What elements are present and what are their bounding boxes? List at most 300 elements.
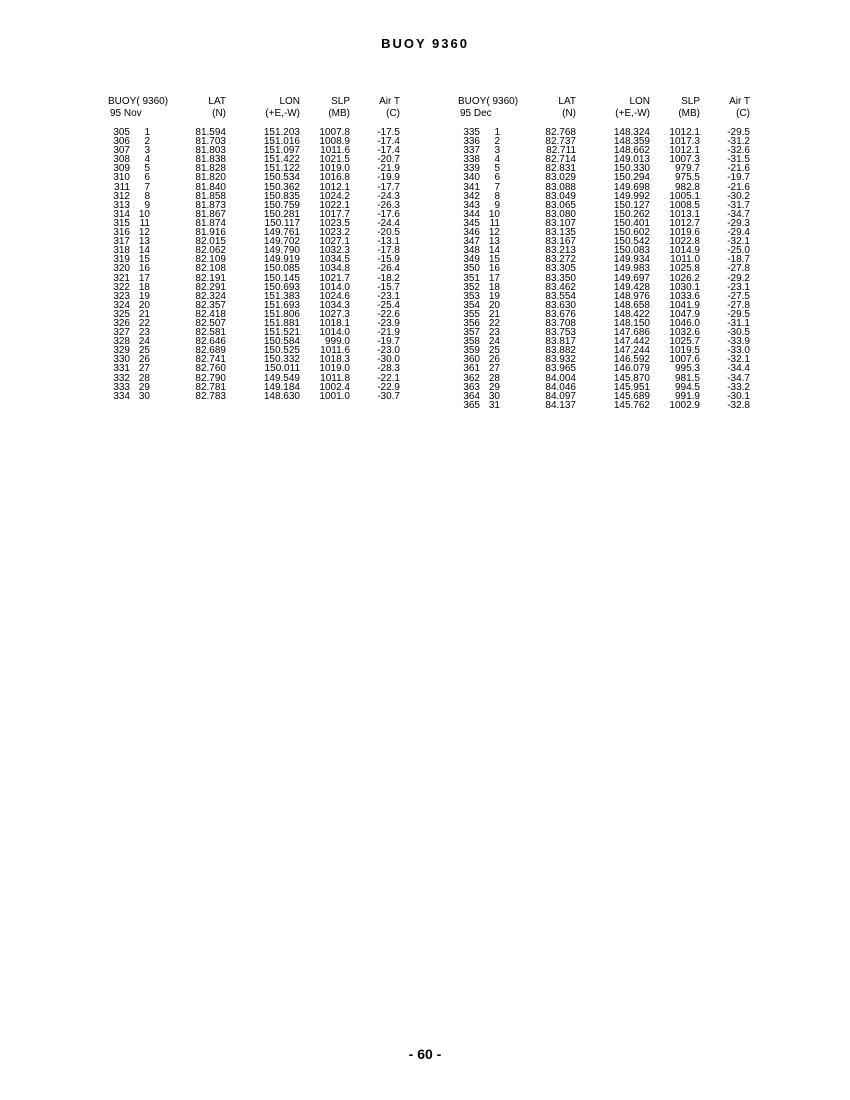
day-cell: 2	[144, 136, 150, 148]
lat-cell: 81.916	[195, 227, 226, 239]
lat-cell: 81.703	[195, 136, 226, 148]
lon-cell: 151.422	[263, 154, 300, 166]
day-cell: 4	[144, 154, 150, 166]
slp-cell: 1002.4	[319, 381, 350, 393]
day-cell: 27	[138, 363, 150, 375]
day-of-year-cell: 333	[113, 381, 130, 393]
lon-cell: 150.117	[264, 217, 300, 229]
lon-cell: 148.422	[613, 308, 650, 320]
lon-cell: 151.203	[263, 127, 300, 138]
air-temp-cell: -17.4	[377, 145, 400, 157]
air-temp-cell: -27.5	[727, 290, 750, 302]
lon-cell: 145.762	[613, 399, 650, 411]
month-label: 95 Nov	[110, 108, 142, 119]
day-of-year-cell: 343	[463, 199, 480, 211]
day-cell: 26	[488, 354, 500, 366]
slp-header: SLP	[681, 96, 700, 107]
buoy-label: BUOY( 9360)	[108, 96, 169, 107]
lon-cell: 150.083	[613, 245, 650, 257]
day-of-year-cell: 312	[113, 190, 130, 202]
slp-cell: 1014.0	[319, 327, 350, 339]
air-temp-cell: -32.1	[727, 236, 750, 248]
air-temp-cell: -26.3	[377, 199, 400, 211]
day-cell: 15	[138, 254, 150, 266]
day-of-year-cell: 328	[113, 336, 130, 348]
slp-cell: 1027.1	[319, 236, 350, 248]
slp-cell: 1017.3	[669, 136, 700, 148]
lat-unit: (N)	[212, 108, 226, 119]
day-cell: 3	[494, 145, 500, 157]
day-cell: 6	[144, 172, 150, 184]
air-temp-cell: -25.4	[377, 299, 400, 311]
air-temp-cell: -22.1	[377, 372, 400, 384]
slp-cell: 1019.6	[669, 227, 700, 239]
air-temp-cell: -31.1	[727, 317, 750, 329]
day-of-year-cell: 334	[113, 390, 130, 402]
slp-cell: 982.8	[674, 181, 700, 193]
lon-cell: 146.592	[613, 354, 650, 366]
slp-cell: 999.0	[324, 336, 350, 348]
lat-unit: (N)	[562, 108, 576, 119]
lon-cell: 150.835	[263, 190, 300, 202]
lon-cell: 150.294	[613, 172, 650, 184]
air-temp-cell: -34.7	[727, 372, 750, 384]
day-of-year-cell: 344	[463, 208, 480, 220]
lat-cell: 82.768	[545, 127, 576, 138]
day-cell: 11	[489, 217, 500, 229]
day-of-year-cell: 306	[113, 136, 130, 148]
lon-cell: 148.662	[613, 145, 650, 157]
lat-cell: 83.630	[545, 299, 576, 311]
slp-cell: 1026.2	[669, 272, 700, 284]
lon-cell: 149.428	[613, 281, 650, 293]
day-cell: 18	[138, 281, 150, 293]
air-temp-cell: -18.7	[727, 254, 750, 266]
air-temp-cell: -31.2	[727, 136, 750, 148]
lon-header: LON	[629, 96, 650, 107]
slp-cell: 1046.0	[669, 317, 700, 329]
page-title: BUOY 9360	[381, 36, 469, 51]
lat-cell: 81.838	[195, 154, 226, 166]
slp-cell: 1032.3	[319, 245, 350, 257]
day-of-year-cell: 335	[463, 127, 480, 138]
day-cell: 25	[488, 345, 500, 357]
lon-cell: 150.759	[263, 199, 300, 211]
slp-cell: 1007.6	[669, 354, 700, 366]
lon-cell: 148.359	[613, 136, 650, 148]
lat-cell: 83.350	[545, 272, 576, 284]
day-cell: 30	[138, 390, 150, 402]
day-of-year-cell: 363	[463, 381, 480, 393]
lat-cell: 84.137	[545, 399, 576, 411]
day-of-year-cell: 364	[463, 390, 480, 402]
lon-cell: 150.534	[263, 172, 300, 184]
day-of-year-cell: 310	[113, 172, 130, 184]
lon-cell: 151.383	[263, 290, 300, 302]
slp-cell: 1022.8	[669, 236, 700, 248]
lat-cell: 82.760	[195, 363, 226, 375]
day-of-year-cell: 322	[113, 281, 130, 293]
day-cell: 29	[138, 381, 150, 393]
lat-cell: 83.817	[545, 336, 576, 348]
buoy-label: BUOY( 9360)	[458, 96, 519, 107]
lon-cell: 150.602	[613, 227, 650, 239]
air-temp-cell: -29.2	[727, 272, 750, 284]
lat-cell: 83.676	[545, 308, 576, 320]
slp-cell: 995.3	[674, 363, 700, 375]
day-cell: 6	[494, 172, 500, 184]
day-cell: 22	[488, 317, 500, 329]
lat-cell: 81.594	[195, 127, 226, 138]
lat-cell: 82.689	[195, 345, 226, 357]
air-temp-cell: -29.5	[727, 308, 750, 320]
slp-cell: 1024.6	[319, 290, 350, 302]
day-of-year-cell: 360	[463, 354, 480, 366]
day-cell: 12	[488, 227, 500, 239]
air-temp-cell: -32.1	[727, 354, 750, 366]
lat-cell: 83.753	[545, 327, 576, 339]
day-of-year-cell: 356	[463, 317, 480, 329]
lon-cell: 151.806	[263, 308, 300, 320]
day-of-year-cell: 352	[463, 281, 480, 293]
day-of-year-cell: 365	[463, 399, 480, 411]
slp-cell: 1012.1	[669, 127, 700, 138]
lon-header: LON	[279, 96, 300, 107]
air-temp-cell: -27.8	[727, 263, 750, 275]
lon-cell: 150.145	[263, 272, 300, 284]
air-temp-cell: -15.9	[377, 254, 400, 266]
lat-cell: 82.507	[195, 317, 226, 329]
lat-cell: 83.213	[545, 245, 576, 257]
day-of-year-cell: 350	[463, 263, 480, 275]
lat-cell: 82.646	[195, 336, 226, 348]
day-of-year-cell: 346	[463, 227, 480, 239]
day-of-year-cell: 321	[113, 272, 130, 284]
day-cell: 5	[494, 163, 500, 175]
day-cell: 19	[488, 290, 500, 302]
lat-cell: 82.741	[195, 354, 226, 366]
slp-cell: 1018.3	[319, 354, 350, 366]
air-temp-cell: -17.8	[377, 245, 400, 257]
air-temp-unit: (C)	[736, 108, 750, 119]
day-cell: 2	[494, 136, 500, 148]
slp-cell: 1025.8	[669, 263, 700, 275]
lat-cell: 81.828	[195, 163, 226, 175]
day-of-year-cell: 348	[463, 245, 480, 257]
day-cell: 16	[488, 263, 500, 275]
slp-cell: 1033.6	[669, 290, 700, 302]
day-of-year-cell: 337	[463, 145, 480, 157]
day-of-year-cell: 330	[113, 354, 130, 366]
day-cell: 25	[138, 345, 150, 357]
slp-cell: 1034.3	[319, 299, 350, 311]
day-cell: 24	[488, 336, 500, 348]
lon-cell: 149.549	[263, 372, 300, 384]
day-of-year-cell: 354	[463, 299, 480, 311]
month-label: 95 Dec	[460, 108, 492, 119]
day-cell: 10	[488, 208, 500, 220]
lon-cell: 146.079	[613, 363, 650, 375]
slp-cell: 1019.5	[669, 345, 700, 357]
lat-cell: 83.088	[545, 181, 576, 193]
lat-cell: 83.107	[545, 217, 576, 229]
slp-cell: 1012.7	[669, 217, 700, 229]
lon-cell: 145.689	[613, 390, 650, 402]
slp-cell: 1011.0	[670, 254, 700, 266]
lon-unit: (+E,-W)	[265, 108, 300, 119]
air-temp-cell: -25.0	[727, 245, 750, 257]
day-of-year-cell: 357	[463, 327, 480, 339]
day-of-year-cell: 308	[113, 154, 130, 166]
lat-cell: 82.790	[195, 372, 226, 384]
lon-cell: 151.521	[263, 327, 300, 339]
lon-cell: 148.630	[263, 390, 300, 402]
air-temp-header: Air T	[729, 96, 750, 107]
slp-cell: 991.9	[674, 390, 700, 402]
slp-cell: 994.5	[674, 381, 700, 393]
day-of-year-cell: 340	[463, 172, 480, 184]
day-of-year-cell: 318	[113, 245, 130, 257]
day-cell: 7	[494, 181, 500, 193]
air-temp-cell: -33.0	[727, 345, 750, 357]
lat-cell: 81.820	[195, 172, 226, 184]
day-cell: 24	[138, 336, 150, 348]
lat-cell: 83.167	[545, 236, 576, 248]
slp-cell: 1013.1	[669, 208, 700, 220]
lon-cell: 150.584	[263, 336, 300, 348]
day-cell: 1	[494, 127, 500, 138]
air-temp-cell: -17.7	[377, 181, 400, 193]
day-of-year-cell: 316	[113, 227, 130, 239]
day-of-year-cell: 314	[113, 208, 130, 220]
air-temp-cell: -23.1	[727, 281, 750, 293]
day-of-year-cell: 311	[114, 181, 130, 193]
air-temp-cell: -29.5	[727, 127, 750, 138]
day-of-year-cell: 319	[113, 254, 130, 266]
day-cell: 8	[144, 190, 150, 202]
air-temp-cell: -24.4	[377, 217, 400, 229]
air-temp-cell: -26.4	[377, 263, 400, 275]
slp-cell: 1027.3	[319, 308, 350, 320]
day-cell: 23	[488, 327, 500, 339]
day-cell: 11	[139, 217, 150, 229]
lat-cell: 82.324	[195, 290, 226, 302]
slp-cell: 1008.9	[319, 136, 350, 148]
day-cell: 9	[494, 199, 500, 211]
air-temp-cell: -19.7	[377, 336, 400, 348]
day-of-year-cell: 345	[463, 217, 480, 229]
slp-cell: 1030.1	[669, 281, 700, 293]
day-of-year-cell: 313	[113, 199, 130, 211]
day-cell: 27	[488, 363, 500, 375]
day-cell: 19	[138, 290, 150, 302]
air-temp-cell: -21.9	[377, 163, 400, 175]
day-cell: 21	[138, 308, 150, 320]
lat-cell: 82.015	[195, 236, 226, 248]
day-of-year-cell: 332	[113, 372, 130, 384]
air-temp-header: Air T	[379, 96, 400, 107]
air-temp-cell: -17.5	[377, 127, 400, 138]
lat-cell: 84.097	[545, 390, 576, 402]
lon-cell: 150.332	[263, 354, 300, 366]
slp-cell: 1001.0	[319, 390, 350, 402]
day-cell: 28	[138, 372, 150, 384]
air-temp-cell: -17.4	[377, 136, 400, 148]
day-of-year-cell: 315	[113, 217, 130, 229]
day-cell: 9	[144, 199, 150, 211]
air-temp-cell: -23.0	[377, 345, 400, 357]
air-temp-cell: -20.7	[377, 154, 400, 166]
day-cell: 13	[138, 236, 150, 248]
slp-cell: 1024.2	[319, 190, 350, 202]
lat-cell: 83.049	[545, 190, 576, 202]
day-cell: 4	[494, 154, 500, 166]
lon-cell: 148.324	[613, 127, 650, 138]
air-temp-cell: -30.5	[727, 327, 750, 339]
day-cell: 3	[144, 145, 150, 157]
lat-cell: 81.803	[195, 145, 226, 157]
slp-cell: 1019.0	[319, 363, 350, 375]
lon-cell: 151.016	[263, 136, 300, 148]
slp-cell: 1041.9	[669, 299, 700, 311]
day-of-year-cell: 342	[463, 190, 480, 202]
lon-cell: 149.919	[263, 254, 300, 266]
lat-cell: 83.029	[545, 172, 576, 184]
lat-cell: 82.831	[545, 163, 576, 175]
lon-cell: 150.362	[263, 181, 300, 193]
lat-cell: 81.840	[195, 181, 226, 193]
air-temp-cell: -33.9	[727, 336, 750, 348]
lon-cell: 150.127	[613, 199, 650, 211]
air-temp-cell: -33.2	[727, 381, 750, 393]
slp-cell: 1008.5	[669, 199, 700, 211]
slp-cell: 1014.0	[319, 281, 350, 293]
day-cell: 30	[488, 390, 500, 402]
page-number: - 60 -	[408, 1046, 442, 1062]
air-temp-cell: -19.7	[727, 172, 750, 184]
lon-cell: 147.686	[613, 327, 650, 339]
lon-cell: 151.122	[263, 163, 300, 175]
day-of-year-cell: 327	[113, 327, 130, 339]
slp-cell: 1025.7	[669, 336, 700, 348]
air-temp-cell: -34.7	[727, 208, 750, 220]
slp-unit: (MB)	[328, 108, 350, 119]
day-of-year-cell: 362	[463, 372, 480, 384]
day-cell: 5	[144, 163, 150, 175]
air-temp-cell: -29.4	[727, 227, 750, 239]
lon-cell: 150.525	[263, 345, 300, 357]
day-of-year-cell: 305	[113, 127, 130, 138]
air-temp-cell: -21.6	[727, 181, 750, 193]
lon-cell: 150.262	[613, 208, 650, 220]
lat-cell: 84.004	[545, 372, 576, 384]
lon-cell: 145.951	[613, 381, 650, 393]
day-cell: 16	[138, 263, 150, 275]
lon-cell: 150.281	[263, 208, 300, 220]
day-cell: 20	[488, 299, 500, 311]
air-temp-cell: -21.6	[727, 163, 750, 175]
lon-cell: 149.983	[613, 263, 650, 275]
lat-cell: 81.867	[195, 208, 226, 220]
lat-header: LAT	[558, 96, 576, 107]
air-temp-cell: -34.4	[727, 363, 750, 375]
day-cell: 13	[488, 236, 500, 248]
day-cell: 14	[138, 245, 150, 257]
lat-header: LAT	[208, 96, 226, 107]
day-of-year-cell: 324	[113, 299, 130, 311]
lat-cell: 82.109	[195, 254, 226, 266]
lon-cell: 149.761	[263, 227, 300, 239]
lat-cell: 81.858	[195, 190, 226, 202]
air-temp-cell: -32.6	[727, 145, 750, 157]
day-cell: 18	[488, 281, 500, 293]
lon-cell: 149.790	[263, 245, 300, 257]
air-temp-cell: -30.7	[377, 390, 400, 402]
air-temp-cell: -17.6	[377, 208, 400, 220]
slp-cell: 1021.7	[319, 272, 350, 284]
day-of-year-cell: 331	[113, 363, 130, 375]
slp-cell: 1034.8	[319, 263, 350, 275]
lon-cell: 151.693	[263, 299, 300, 311]
lon-cell: 149.184	[263, 381, 300, 393]
lat-cell: 82.062	[195, 245, 226, 257]
air-temp-unit: (C)	[386, 108, 400, 119]
lat-cell: 83.080	[545, 208, 576, 220]
lat-cell: 83.965	[545, 363, 576, 375]
slp-cell: 1018.1	[319, 317, 350, 329]
lat-cell: 82.291	[195, 281, 226, 293]
day-cell: 15	[488, 254, 500, 266]
slp-cell: 1016.8	[319, 172, 350, 184]
day-of-year-cell: 358	[463, 336, 480, 348]
day-of-year-cell: 325	[113, 308, 130, 320]
day-of-year-cell: 329	[113, 345, 130, 357]
day-of-year-cell: 361	[463, 363, 480, 375]
slp-cell: 1012.1	[319, 181, 350, 193]
lon-cell: 147.244	[613, 345, 650, 357]
air-temp-cell: -28.3	[377, 363, 400, 375]
slp-unit: (MB)	[678, 108, 700, 119]
lon-cell: 145.870	[613, 372, 650, 384]
day-of-year-cell: 309	[113, 163, 130, 175]
lon-cell: 149.702	[263, 236, 300, 248]
slp-cell: 1047.9	[669, 308, 700, 320]
day-cell: 28	[488, 372, 500, 384]
lat-cell: 82.418	[195, 308, 226, 320]
slp-cell: 1032.6	[669, 327, 700, 339]
air-temp-cell: -32.8	[727, 399, 750, 411]
lon-cell: 150.330	[613, 163, 650, 175]
day-cell: 21	[488, 308, 500, 320]
slp-cell: 1012.1	[669, 145, 700, 157]
day-of-year-cell: 349	[463, 254, 480, 266]
slp-cell: 1011.6	[320, 345, 350, 357]
lat-cell: 83.065	[545, 199, 576, 211]
day-cell: 14	[488, 245, 500, 257]
lat-cell: 83.135	[545, 227, 576, 239]
day-of-year-cell: 336	[463, 136, 480, 148]
slp-cell: 1021.5	[319, 154, 350, 166]
day-of-year-cell: 347	[463, 236, 480, 248]
day-cell: 7	[144, 181, 150, 193]
day-of-year-cell: 323	[113, 290, 130, 302]
slp-cell: 1005.1	[669, 190, 700, 202]
day-cell: 17	[488, 272, 500, 284]
slp-cell: 1023.2	[319, 227, 350, 239]
slp-cell: 1011.8	[320, 372, 350, 384]
air-temp-cell: -31.7	[727, 199, 750, 211]
lat-cell: 83.272	[545, 254, 576, 266]
